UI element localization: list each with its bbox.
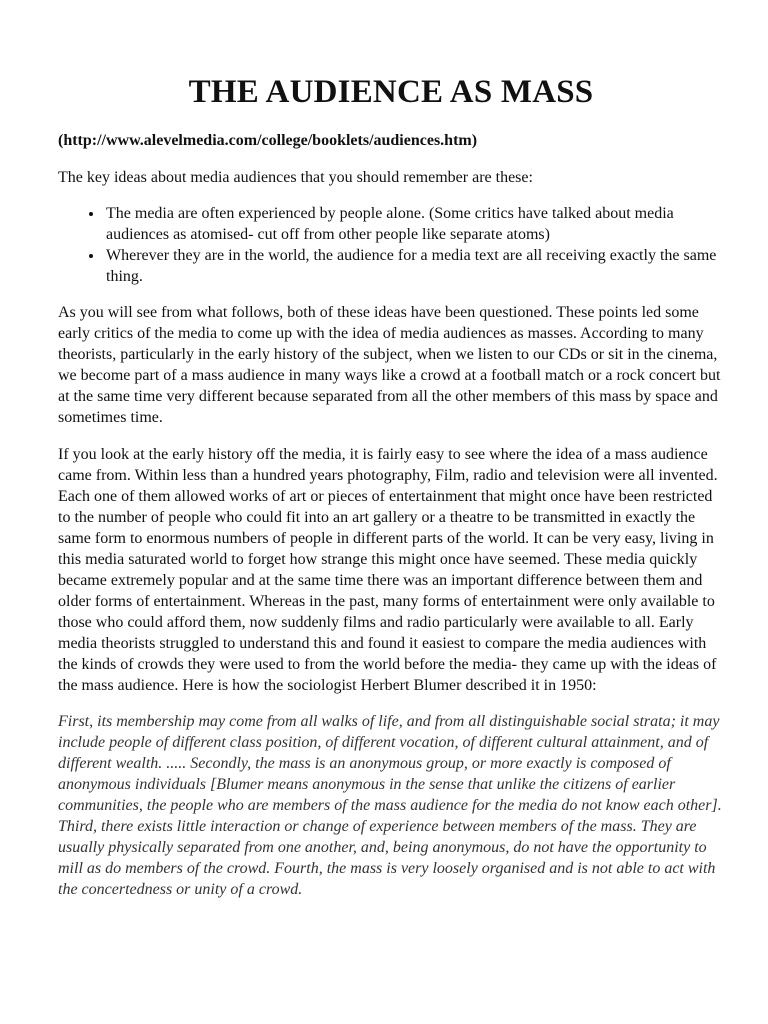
body-paragraph-1: As you will see from what follows, both of these ideas have been questioned. These points led some early critics of the media to come up with the idea of media audiences as masses. According to many theorists, particularly in the early history of the subject, when we listen to our CDs or sit in the cinema, we become part of a mass audience in many ways like a crowd at a football match or a rock concert but at the same time very different because separated from all the other members of this mass by space and sometimes time. [58,304,721,426]
list-item: • Wherever they are in the world, the audience for a media text are all receiving exactly the same thing. [104,245,724,287]
key-ideas-list [58,203,724,287]
body-paragraph-2: If you look at the early history off the media, it is fairly easy to see where the idea of a mass audience came from. Within less than a hundred years photography, Film, radio and television were all invented. Each one of them allowed works of art or pieces of entertainment that might once have been restricted to the number of people who could fit into an art gallery or a theatre to be transmitted in exactly the same form to enormous numbers of people in different parts of the world. It can be very easy, living in this media saturated world to forget how strange this might once have seemed. These media quickly became extremely popular and at the same time there was an important difference between them and older forms of entertainment. Whereas in the past, many forms of entertainment were only available to those who could afford them, now suddenly films and radio particularly were available to all. Early media theorists struggled to understand this and found it easiest to compare the media audiences with the kinds of crowds they were used to from the world before the media- they came up with the ideas of the mass audience. Here is how the sociologist Herbert Blumer described it in 1950: [58,446,718,694]
blumer-quote: First, its membership may come from all walks of life, and from all distinguishable social strata; it may include people of different class position, of different vocation, of different cultural attainment, and of different wealth. ..... Secondly, the mass is an anonymous group, or more exactly is composed of anonymous individuals [Blumer means anonymous in the sense that unlike the citizens of earlier communities, the people who are members of the mass audience for the media do not know each other]. Third, there exists little interaction or change of experience between members of the mass. They are usually physically separated from one another, and, being anonymous, do not have the opportunity to mill as do members of the crowd. Fourth, the mass is very loosely organised and is not able to act with the concertedness or unity of a crowd. [58,713,722,898]
source-url: (http://www.alevelmedia.com/college/booklets/audiences.htm) [58,132,478,149]
intro-paragraph: The key ideas about media audiences that you should remember are these: [58,169,533,186]
document-title: THE AUDIENCE AS MASS [188,74,594,110]
list-item: • The media are often experienced by people alone. (Some critics have talked about media audiences as atomised- cut off from other people like separate atoms) [104,203,724,245]
